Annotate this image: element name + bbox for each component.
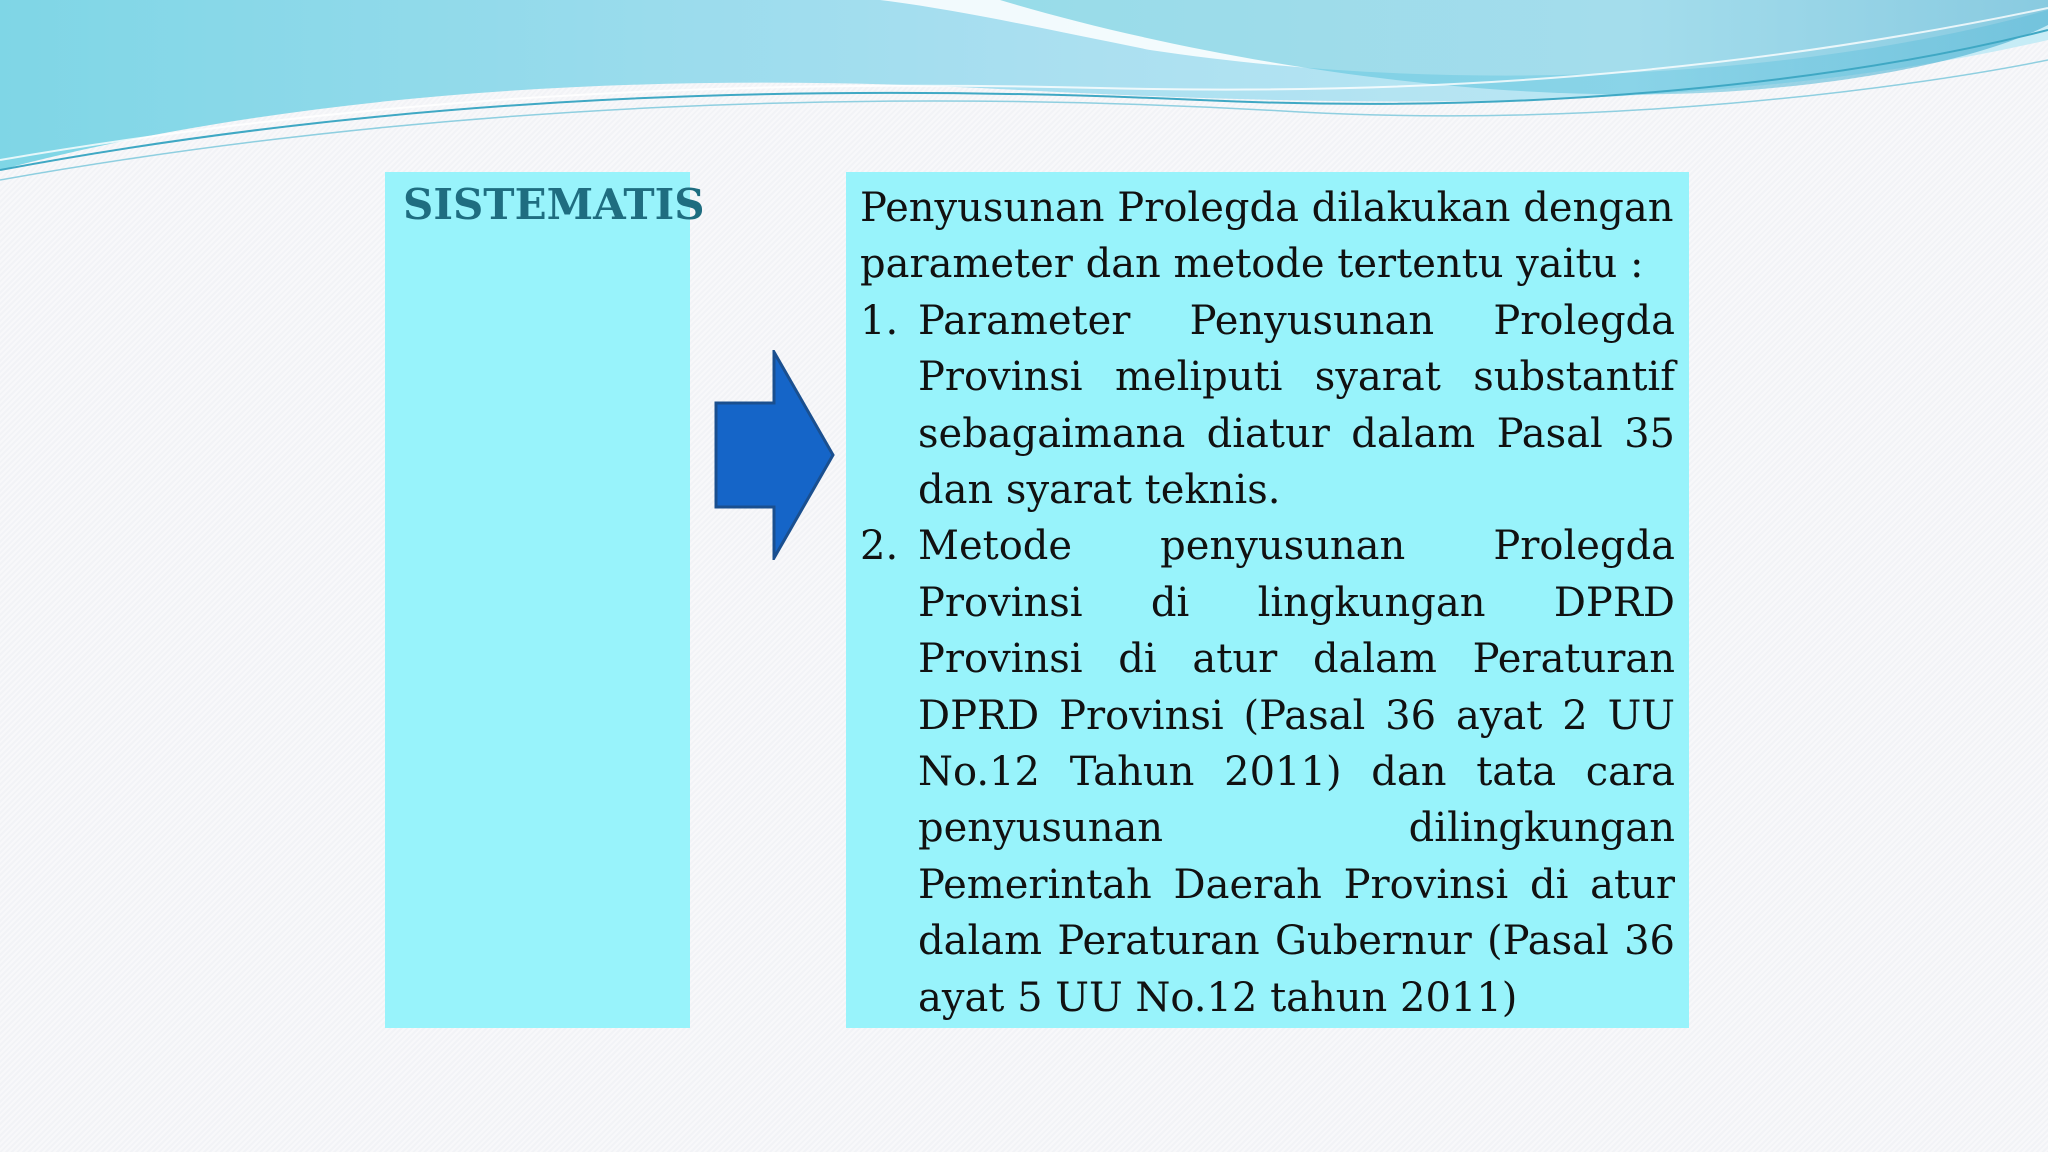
list-item-2-text: Metode penyusunan Prolegda Provinsi di lingkungan DPRD Provinsi di atur dalam Peraturan DPRD Provinsi (Pasal 36 ayat 2 UU No.12 Tahun 2011) dan tata cara penyusunan dilingkungan Pemerintah Daerah Provinsi di atur dalam Peraturan Gubernur (Pasal 36 ayat 5 UU No.12 tahun 2011) — [918, 523, 1675, 1021]
list-item-2 — [860, 518, 1675, 1026]
right-panel — [846, 172, 1689, 1028]
left-panel — [385, 172, 705, 1028]
list-item-1 — [860, 293, 1675, 519]
left-panel-title: SISTEMATIS — [403, 180, 705, 229]
right-arrow-icon — [714, 350, 836, 560]
list-item-1-text: Parameter Penyusunan Prolegda Provinsi meliputi syarat substantif sebagaimana diatur dalam Pasal 35 dan syarat teknis. — [918, 297, 1675, 514]
intro-text: Penyusunan Prolegda dilakukan dengan parameter dan metode tertentu yaitu : — [860, 185, 1674, 288]
list-item-2-number: 2. — [860, 523, 899, 570]
list-item-1-number: 1. — [860, 297, 899, 344]
header-wave-decoration — [0, 0, 2048, 190]
